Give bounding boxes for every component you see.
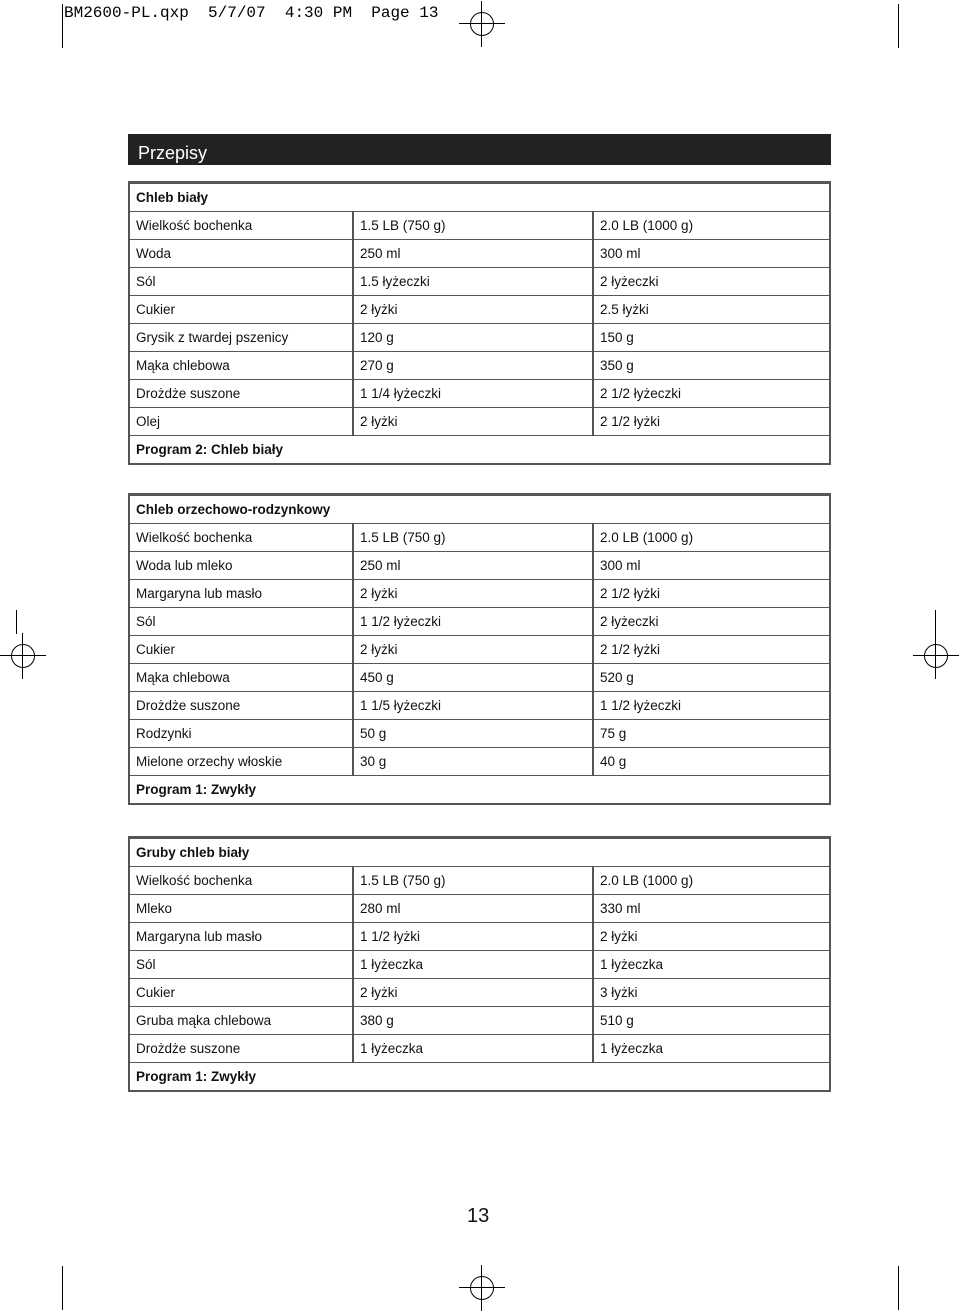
ingredient-amount: 50 g bbox=[353, 720, 593, 748]
table-row bbox=[130, 608, 829, 636]
table-row bbox=[130, 580, 829, 608]
table-row bbox=[130, 923, 829, 951]
table-row bbox=[130, 324, 829, 352]
table-row bbox=[130, 352, 829, 380]
recipe-title: Chleb biały bbox=[130, 184, 829, 212]
ingredient-name: Rodzynki bbox=[130, 720, 353, 748]
ingredient-amount: 2 1/2 łyżki bbox=[593, 580, 829, 608]
recipe-table bbox=[128, 181, 831, 465]
ingredient-amount: 1 łyżeczka bbox=[353, 1035, 593, 1063]
ingredient-amount: 450 g bbox=[353, 664, 593, 692]
table-row bbox=[130, 1007, 829, 1035]
table-header-row bbox=[130, 524, 829, 552]
table-row bbox=[130, 240, 829, 268]
ingredient-amount: 2 łyżeczki bbox=[593, 608, 829, 636]
ingredient-name: Margaryna lub masło bbox=[130, 580, 353, 608]
program-row bbox=[130, 776, 829, 804]
ingredient-name: Mleko bbox=[130, 895, 353, 923]
recipe-grid bbox=[130, 838, 829, 1090]
table-row bbox=[130, 268, 829, 296]
table-row bbox=[130, 895, 829, 923]
recipe-title: Chleb orzechowo-rodzynkowy bbox=[130, 496, 829, 524]
table-header-row bbox=[130, 867, 829, 895]
program-label: Program 1: Zwykły bbox=[130, 776, 829, 804]
ingredient-amount: 1 łyżeczka bbox=[353, 951, 593, 979]
ingredient-name: Woda lub mleko bbox=[130, 552, 353, 580]
ingredient-amount: 2 1/2 łyżki bbox=[593, 636, 829, 664]
ingredient-name: Mąka chlebowa bbox=[130, 664, 353, 692]
recipe-table bbox=[128, 836, 831, 1092]
ingredient-amount: 380 g bbox=[353, 1007, 593, 1035]
column-header: Wielkość bochenka bbox=[130, 867, 353, 895]
table-row bbox=[130, 979, 829, 1007]
table-row bbox=[130, 636, 829, 664]
ingredient-name: Drożdże suszone bbox=[130, 380, 353, 408]
ingredient-amount: 2 1/2 łyżeczki bbox=[593, 380, 829, 408]
ingredient-amount: 2 łyżki bbox=[353, 296, 593, 324]
table-row bbox=[130, 951, 829, 979]
ingredient-name: Cukier bbox=[130, 636, 353, 664]
page-title: Przepisy bbox=[128, 134, 831, 165]
column-header: 2.0 LB (1000 g) bbox=[593, 212, 829, 240]
trim-mark bbox=[62, 4, 63, 48]
ingredient-name: Mąka chlebowa bbox=[130, 352, 353, 380]
registration-mark-icon bbox=[913, 633, 959, 679]
ingredient-amount: 1 łyżeczka bbox=[593, 1035, 829, 1063]
ingredient-amount: 350 g bbox=[593, 352, 829, 380]
ingredient-amount: 2 łyżki bbox=[593, 923, 829, 951]
ingredient-name: Sól bbox=[130, 268, 353, 296]
recipe-title-row bbox=[130, 184, 829, 212]
ingredient-name: Cukier bbox=[130, 296, 353, 324]
ingredient-name: Margaryna lub masło bbox=[130, 923, 353, 951]
ingredient-name: Olej bbox=[130, 408, 353, 436]
table-row bbox=[130, 664, 829, 692]
file-slug: BM2600-PL.qxp 5/7/07 4:30 PM Page 13 bbox=[64, 4, 439, 22]
ingredient-amount: 1.5 łyżeczki bbox=[353, 268, 593, 296]
ingredient-amount: 2 łyżki bbox=[353, 580, 593, 608]
column-header: 1.5 LB (750 g) bbox=[353, 212, 593, 240]
ingredient-amount: 30 g bbox=[353, 748, 593, 776]
ingredient-amount: 1 1/2 łyżki bbox=[353, 923, 593, 951]
ingredient-amount: 2 1/2 łyżki bbox=[593, 408, 829, 436]
ingredient-amount: 120 g bbox=[353, 324, 593, 352]
program-row bbox=[130, 436, 829, 464]
table-row bbox=[130, 720, 829, 748]
ingredient-name: Grysik z twardej pszenicy bbox=[130, 324, 353, 352]
ingredient-amount: 270 g bbox=[353, 352, 593, 380]
table-row bbox=[130, 296, 829, 324]
ingredient-amount: 1 łyżeczka bbox=[593, 951, 829, 979]
ingredient-amount: 2 łyżeczki bbox=[593, 268, 829, 296]
trim-mark bbox=[898, 1266, 899, 1310]
ingredient-amount: 1 1/5 łyżeczki bbox=[353, 692, 593, 720]
ingredient-amount: 280 ml bbox=[353, 895, 593, 923]
ingredient-amount: 40 g bbox=[593, 748, 829, 776]
column-header: 1.5 LB (750 g) bbox=[353, 524, 593, 552]
ingredient-amount: 330 ml bbox=[593, 895, 829, 923]
ingredient-amount: 2 łyżki bbox=[353, 979, 593, 1007]
program-label: Program 1: Zwykły bbox=[130, 1063, 829, 1091]
recipe-title-row bbox=[130, 839, 829, 867]
column-header: Wielkość bochenka bbox=[130, 212, 353, 240]
recipe-table bbox=[128, 493, 831, 805]
ingredient-name: Sól bbox=[130, 608, 353, 636]
ingredient-name: Drożdże suszone bbox=[130, 1035, 353, 1063]
recipe-title: Gruby chleb biały bbox=[130, 839, 829, 867]
ingredient-amount: 150 g bbox=[593, 324, 829, 352]
table-row bbox=[130, 380, 829, 408]
ingredient-amount: 300 ml bbox=[593, 240, 829, 268]
ingredient-name: Mielone orzechy włoskie bbox=[130, 748, 353, 776]
table-row bbox=[130, 1035, 829, 1063]
ingredient-amount: 1 1/2 łyżeczki bbox=[353, 608, 593, 636]
table-row bbox=[130, 692, 829, 720]
ingredient-name: Gruba mąka chlebowa bbox=[130, 1007, 353, 1035]
ingredient-amount: 520 g bbox=[593, 664, 829, 692]
recipe-grid bbox=[130, 495, 829, 803]
trim-mark bbox=[935, 610, 936, 634]
column-header: Wielkość bochenka bbox=[130, 524, 353, 552]
column-header: 1.5 LB (750 g) bbox=[353, 867, 593, 895]
registration-mark-icon bbox=[0, 633, 46, 679]
table-row bbox=[130, 748, 829, 776]
ingredient-name: Drożdże suszone bbox=[130, 692, 353, 720]
ingredient-amount: 510 g bbox=[593, 1007, 829, 1035]
ingredient-name: Cukier bbox=[130, 979, 353, 1007]
ingredient-amount: 250 ml bbox=[353, 240, 593, 268]
table-row bbox=[130, 408, 829, 436]
registration-mark-icon bbox=[459, 1, 505, 47]
program-label: Program 2: Chleb biały bbox=[130, 436, 829, 464]
column-header: 2.0 LB (1000 g) bbox=[593, 867, 829, 895]
ingredient-amount: 3 łyżki bbox=[593, 979, 829, 1007]
registration-mark-icon bbox=[459, 1265, 505, 1311]
ingredient-amount: 250 ml bbox=[353, 552, 593, 580]
ingredient-amount: 1 1/4 łyżeczki bbox=[353, 380, 593, 408]
ingredient-amount: 2 łyżki bbox=[353, 408, 593, 436]
ingredient-name: Woda bbox=[130, 240, 353, 268]
trim-mark bbox=[898, 4, 899, 48]
recipe-grid bbox=[130, 183, 829, 463]
column-header: 2.0 LB (1000 g) bbox=[593, 524, 829, 552]
ingredient-amount: 1 1/2 łyżeczki bbox=[593, 692, 829, 720]
table-header-row bbox=[130, 212, 829, 240]
ingredient-amount: 300 ml bbox=[593, 552, 829, 580]
recipe-title-row bbox=[130, 496, 829, 524]
ingredient-amount: 2.5 łyżki bbox=[593, 296, 829, 324]
program-row bbox=[130, 1063, 829, 1091]
trim-mark bbox=[16, 610, 17, 634]
page-number: 13 bbox=[467, 1205, 490, 1227]
trim-mark bbox=[62, 1266, 63, 1310]
table-row bbox=[130, 552, 829, 580]
ingredient-name: Sól bbox=[130, 951, 353, 979]
ingredient-amount: 75 g bbox=[593, 720, 829, 748]
ingredient-amount: 2 łyżki bbox=[353, 636, 593, 664]
